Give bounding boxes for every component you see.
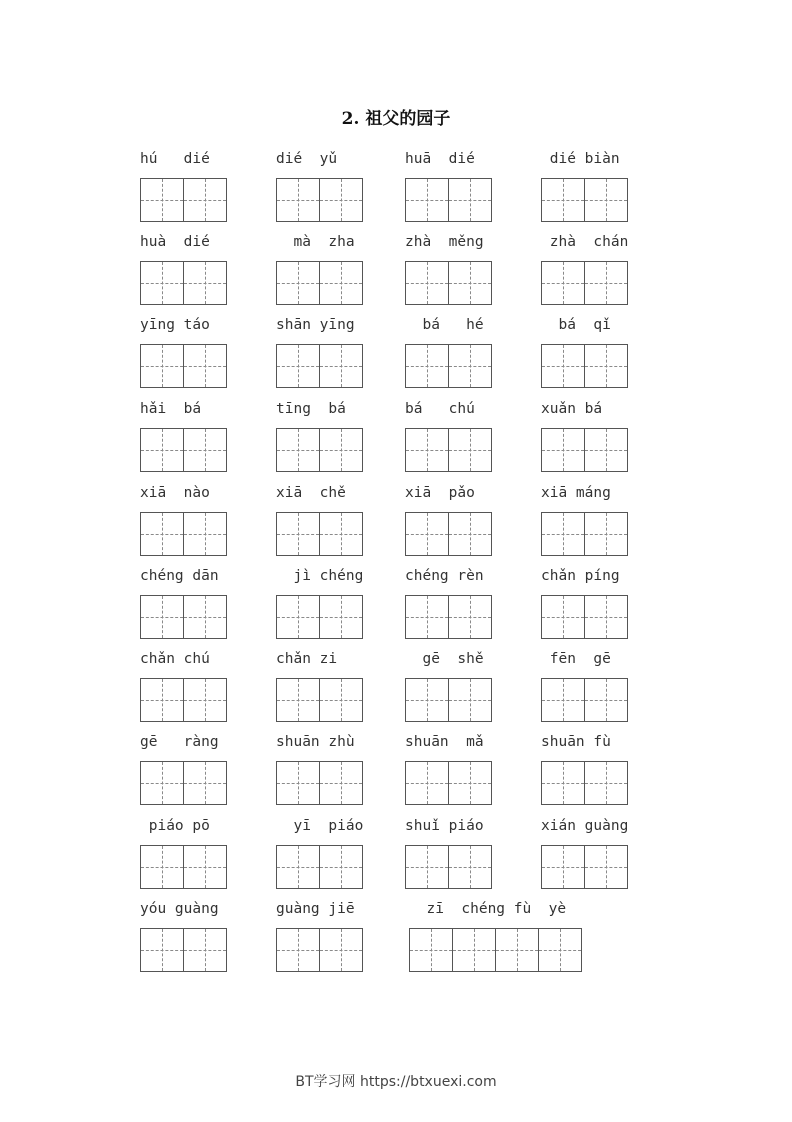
writing-box[interactable] [541, 512, 627, 556]
tianzige-cell[interactable] [541, 595, 585, 639]
pinyin-label: bá chú [405, 401, 475, 417]
writing-box[interactable] [276, 261, 362, 305]
pinyin-label: xián guàng [541, 818, 629, 834]
tianzige-cell[interactable] [183, 928, 227, 972]
tianzige-cell[interactable] [319, 761, 363, 805]
tianzige-cell[interactable] [183, 344, 227, 388]
tianzige-cell[interactable] [541, 344, 585, 388]
writing-box[interactable] [409, 928, 581, 972]
tianzige-cell[interactable] [140, 928, 184, 972]
tianzige-cell[interactable] [405, 678, 449, 722]
writing-box[interactable] [140, 761, 226, 805]
tianzige-cell[interactable] [584, 761, 628, 805]
tianzige-cell[interactable] [140, 678, 184, 722]
tianzige-cell[interactable] [319, 845, 363, 889]
pinyin-label: chǎn chú [140, 651, 210, 667]
tianzige-cell[interactable] [276, 928, 320, 972]
pinyin-label: shuān mǎ [405, 734, 484, 750]
writing-box[interactable] [276, 344, 362, 388]
tianzige-cell[interactable] [448, 178, 492, 222]
tianzige-cell[interactable] [452, 928, 496, 972]
tianzige-cell[interactable] [319, 261, 363, 305]
tianzige-cell[interactable] [140, 261, 184, 305]
pinyin-label: jì chéng [276, 568, 364, 584]
tianzige-cell[interactable] [448, 678, 492, 722]
tianzige-cell[interactable] [584, 428, 628, 472]
tianzige-cell[interactable] [183, 845, 227, 889]
pinyin-label: dié yǔ [276, 151, 338, 167]
tianzige-cell[interactable] [183, 261, 227, 305]
writing-box[interactable] [276, 928, 362, 972]
tianzige-cell[interactable] [276, 261, 320, 305]
writing-box[interactable] [140, 928, 226, 972]
pinyin-label: yīng táo [140, 317, 210, 333]
writing-box[interactable] [140, 178, 226, 222]
tianzige-cell[interactable] [584, 678, 628, 722]
pinyin-label: piáo pō [140, 818, 210, 834]
pinyin-label: huā dié [405, 151, 475, 167]
tianzige-cell[interactable] [319, 595, 363, 639]
writing-box[interactable] [140, 678, 226, 722]
tianzige-cell[interactable] [319, 512, 363, 556]
writing-box[interactable] [140, 595, 226, 639]
writing-box[interactable] [276, 761, 362, 805]
tianzige-cell[interactable] [541, 178, 585, 222]
tianzige-cell[interactable] [183, 512, 227, 556]
page-title: 2. 祖父的园子 [341, 109, 451, 129]
tianzige-cell[interactable] [276, 761, 320, 805]
writing-box[interactable] [405, 512, 491, 556]
pinyin-label: huà dié [140, 234, 210, 250]
tianzige-cell[interactable] [584, 512, 628, 556]
pinyin-label: gē ràng [140, 734, 219, 750]
writing-box[interactable] [541, 178, 627, 222]
tianzige-cell[interactable] [183, 678, 227, 722]
writing-box[interactable] [541, 428, 627, 472]
pinyin-label: shuān zhù [276, 734, 355, 750]
writing-box[interactable] [276, 595, 362, 639]
writing-box[interactable] [140, 428, 226, 472]
tianzige-cell[interactable] [183, 428, 227, 472]
tianzige-cell[interactable] [140, 344, 184, 388]
pinyin-label: xiā máng [541, 485, 611, 501]
tianzige-cell[interactable] [319, 344, 363, 388]
writing-box[interactable] [140, 344, 226, 388]
tianzige-cell[interactable] [405, 845, 449, 889]
tianzige-cell[interactable] [183, 595, 227, 639]
writing-box[interactable] [405, 261, 491, 305]
tianzige-cell[interactable] [319, 678, 363, 722]
tianzige-cell[interactable] [319, 178, 363, 222]
tianzige-cell[interactable] [448, 845, 492, 889]
tianzige-cell[interactable] [541, 428, 585, 472]
pinyin-label: chéng rèn [405, 568, 484, 584]
tianzige-cell[interactable] [183, 178, 227, 222]
tianzige-cell[interactable] [405, 178, 449, 222]
pinyin-label: fēn gē [541, 651, 611, 667]
writing-box[interactable] [541, 595, 627, 639]
tianzige-cell[interactable] [276, 344, 320, 388]
writing-box[interactable] [541, 845, 627, 889]
writing-box[interactable] [405, 761, 491, 805]
writing-box[interactable] [276, 178, 362, 222]
tianzige-cell[interactable] [405, 428, 449, 472]
pinyin-label: shuān fù [541, 734, 611, 750]
tianzige-cell[interactable] [584, 261, 628, 305]
tianzige-cell[interactable] [448, 512, 492, 556]
tianzige-cell[interactable] [448, 344, 492, 388]
tianzige-cell[interactable] [319, 928, 363, 972]
pinyin-label: bá qǐ [541, 317, 611, 333]
tianzige-cell[interactable] [541, 261, 585, 305]
writing-box[interactable] [405, 845, 491, 889]
tianzige-cell[interactable] [276, 512, 320, 556]
tianzige-cell[interactable] [495, 928, 539, 972]
tianzige-cell[interactable] [584, 595, 628, 639]
pinyin-label: xiā nào [140, 485, 210, 501]
tianzige-cell[interactable] [541, 761, 585, 805]
writing-box[interactable] [541, 678, 627, 722]
tianzige-cell[interactable] [541, 512, 585, 556]
writing-box[interactable] [405, 344, 491, 388]
tianzige-cell[interactable] [276, 428, 320, 472]
tianzige-cell[interactable] [140, 595, 184, 639]
pinyin-label: zhà chán [541, 234, 629, 250]
tianzige-cell[interactable] [140, 845, 184, 889]
tianzige-cell[interactable] [448, 595, 492, 639]
tianzige-cell[interactable] [541, 678, 585, 722]
pinyin-label: hǎi bá [140, 401, 202, 417]
writing-box[interactable] [405, 595, 491, 639]
tianzige-cell[interactable] [276, 845, 320, 889]
writing-box[interactable] [276, 428, 362, 472]
writing-box[interactable] [140, 512, 226, 556]
pinyin-label: chǎn zi [276, 651, 338, 667]
tianzige-cell[interactable] [584, 178, 628, 222]
tianzige-cell[interactable] [405, 761, 449, 805]
writing-box[interactable] [541, 761, 627, 805]
writing-box[interactable] [276, 845, 362, 889]
pinyin-label: shān yīng [276, 317, 355, 333]
tianzige-cell[interactable] [405, 512, 449, 556]
tianzige-cell[interactable] [405, 261, 449, 305]
writing-box[interactable] [541, 344, 627, 388]
pinyin-label: shuǐ piáo [405, 818, 484, 834]
tianzige-cell[interactable] [140, 178, 184, 222]
tianzige-cell[interactable] [405, 344, 449, 388]
pinyin-label: dié biàn [541, 151, 620, 167]
tianzige-cell[interactable] [448, 761, 492, 805]
pinyin-label: mà zha [276, 234, 355, 250]
pinyin-label: chéng dān [140, 568, 219, 584]
tianzige-cell[interactable] [405, 595, 449, 639]
writing-box[interactable] [405, 428, 491, 472]
tianzige-cell[interactable] [448, 261, 492, 305]
pinyin-label: zhà měng [405, 234, 484, 250]
pinyin-label: xuǎn bá [541, 401, 603, 417]
pinyin-label: guàng jiē [276, 901, 355, 917]
pinyin-label: bá hé [405, 317, 484, 333]
pinyin-label: xiā chě [276, 485, 346, 501]
tianzige-cell[interactable] [276, 178, 320, 222]
writing-box[interactable] [140, 261, 226, 305]
tianzige-cell[interactable] [409, 928, 453, 972]
pinyin-label: xiā pǎo [405, 485, 475, 501]
footer-watermark: BT学习网 https://btxuexi.com [295, 1074, 497, 1090]
tianzige-cell[interactable] [140, 512, 184, 556]
tianzige-cell[interactable] [584, 344, 628, 388]
writing-box[interactable] [405, 178, 491, 222]
tianzige-cell[interactable] [584, 845, 628, 889]
pinyin-label: gē shě [405, 651, 484, 667]
writing-box[interactable] [140, 845, 226, 889]
tianzige-cell[interactable] [183, 761, 227, 805]
pinyin-label: zī chéng fù yè [409, 901, 567, 917]
pinyin-label: yóu guàng [140, 901, 219, 917]
writing-box[interactable] [541, 261, 627, 305]
pinyin-label: tīng bá [276, 401, 346, 417]
pinyin-label: yī piáo [276, 818, 364, 834]
tianzige-cell[interactable] [448, 428, 492, 472]
tianzige-cell[interactable] [538, 928, 582, 972]
pinyin-label: chǎn píng [541, 568, 620, 584]
writing-box[interactable] [276, 678, 362, 722]
tianzige-cell[interactable] [541, 845, 585, 889]
writing-box[interactable] [276, 512, 362, 556]
tianzige-cell[interactable] [140, 428, 184, 472]
tianzige-cell[interactable] [319, 428, 363, 472]
tianzige-cell[interactable] [276, 595, 320, 639]
pinyin-label: hú dié [140, 151, 210, 167]
writing-box[interactable] [405, 678, 491, 722]
tianzige-cell[interactable] [140, 761, 184, 805]
tianzige-cell[interactable] [276, 678, 320, 722]
